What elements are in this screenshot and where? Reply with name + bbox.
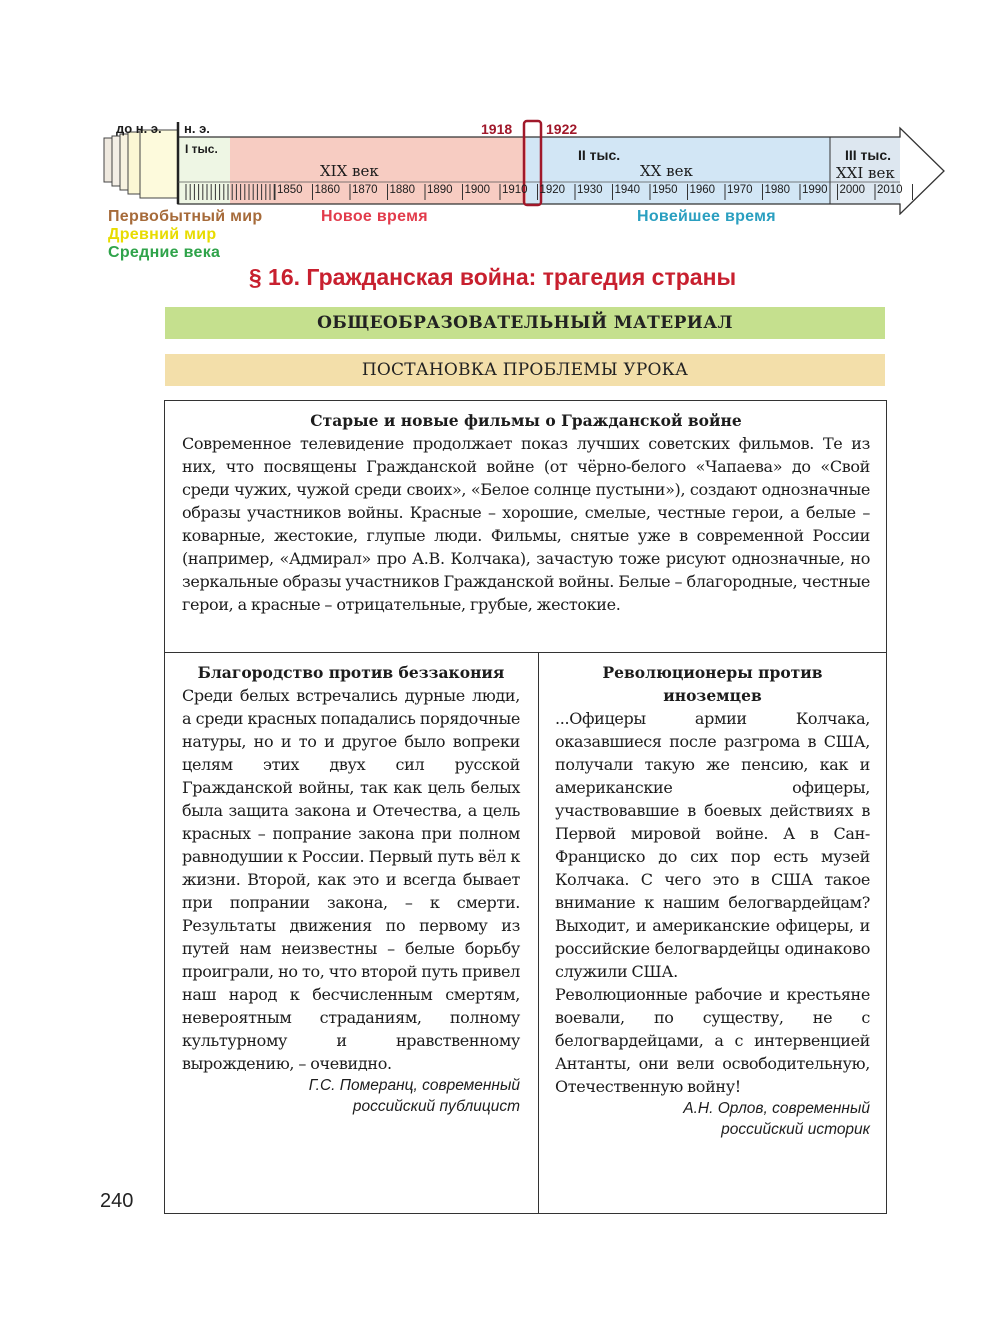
decade-label: 1860 [314, 184, 341, 196]
decade-label: 1990 [802, 184, 828, 196]
ad-label: н. э. [184, 121, 210, 136]
revolutionaries-box-text-2: Революционные рабочие и крестьяне воевали, по существу, не с белогвардейцами, а с интервенцией Антанты, они вели освободительную, Отечественную войну! [555, 985, 870, 1096]
decade-label: 1880 [389, 184, 416, 196]
general-material-band: ОБЩЕОБРАЗОВАТЕЛЬНЫЙ МАТЕРИАЛ [165, 307, 885, 339]
era-contemporary: Новейшее время [637, 208, 776, 225]
paragraph-title: § 16. Гражданская война: трагедия страны [248, 264, 737, 290]
decade-label: 1900 [464, 184, 491, 196]
timeline-graphic [0, 0, 985, 215]
films-box-text: Современное телевидение продолжает показ лучших советских фильмов. Те из них, что посвящены Гражданской войне (от чёрно-белого «Чапаева» до «Свой среди чужих, чужой среди своих», «Белое солнце пустыни»), создают однозначные образы участников войны. Красные – хорошие, смелые, честные герои, а белые – коварные, жестокие, глупые люди. Фильмы, снятые уже в современной России (например, «Адмирал» про А.В. Колчака), зачастую тоже рисуют однозначные, но зеркальные образы участников Гражданской войны. Белые – благородные, честные герои, а красные – отрицательные, грубые, жестокие. [182, 434, 870, 614]
bc-label: до н. э. [116, 121, 162, 136]
revolutionaries-box-title: Революционеры против иноземцев [602, 663, 823, 705]
problem-statement-band: ПОСТАНОВКА ПРОБЛЕМЫ УРОКА [165, 354, 885, 386]
decade-label: 1970 [727, 184, 753, 196]
films-box-title: Старые и новые фильмы о Гражданской войне [310, 411, 742, 430]
decade-label: 1950 [652, 184, 678, 196]
century-21-label: XXI век [836, 164, 895, 182]
decade-label: 1940 [614, 184, 641, 196]
films-box [164, 400, 887, 653]
decade-label: 1890 [427, 184, 453, 196]
millennium-3-label: III тыс. [845, 147, 892, 163]
millennium-1-label: I тыс. [185, 142, 218, 156]
era-modern: Новое время [321, 208, 428, 225]
page-number: 240 [100, 1190, 134, 1212]
decade-label: 2010 [877, 184, 903, 196]
decade-label: 1850 [277, 184, 303, 196]
decade-label: 2000 [839, 184, 866, 196]
revolutionaries-box-text-1: ...Офицеры армии Колчака, оказавшиеся после разгрома в США, получали такую же пенсию, как и американские офицеры, участвовавшие в боевых действиях в Первой мировой войне. А в Сан-Франциско до сих пор есть музей Колчака. С чего это в США такое внимание к нашим белогвардейцам? Выходит, и американские офицеры, и российские белогвардейцы одинаково служили США. [555, 709, 870, 981]
century-19-label: XIX век [320, 162, 379, 180]
highlight-end-year: 1922 [546, 121, 578, 137]
nobility-box [164, 652, 539, 1214]
century-20-label: XX век [640, 162, 693, 180]
decade-label: 1930 [577, 184, 603, 196]
revolutionaries-box [538, 652, 887, 1214]
highlight-start-year: 1918 [481, 121, 513, 137]
millennium-2-label: II тыс. [578, 147, 621, 163]
era-primitive: Первобытный мир [108, 208, 263, 225]
era-block-medieval [140, 130, 178, 198]
era-ancient: Древний мир [108, 226, 217, 243]
decade-label: 1870 [352, 184, 378, 196]
decade-label: 1960 [689, 184, 716, 196]
nobility-box-author: Г.С. Померанц, современный российский публицист [308, 1077, 520, 1115]
decade-label: 1980 [764, 184, 791, 196]
nobility-box-text: Среди белых встречались дурные люди, а среди красных попадались порядочные натуры, но и то и другое было вопреки целям этих двух сил русской Гражданской войны, так как цель белых была защита закона и Отечества, а цель красных – попрание закона при полном равнодушии к России. Первый путь вёл к жизни. Второй, как это и всегда бывает при попрании закона, – к смерти. Результаты движения по первому из путей нам неизвестны – белые борьбу проиграли, но то, что второй путь привел наш народ к бесчисленным смертям, невероятным страданиям, полному культурному и нравственному вырождению, – очевидно. [182, 686, 520, 1073]
decade-label: 1910 [502, 184, 528, 196]
decade-label: 1920 [539, 184, 566, 196]
era-medieval: Средние века [108, 244, 221, 261]
revolutionaries-box-author: А.Н. Орлов, современный российский историк [683, 1100, 870, 1138]
nobility-box-title: Благородство против беззакония [197, 663, 505, 682]
